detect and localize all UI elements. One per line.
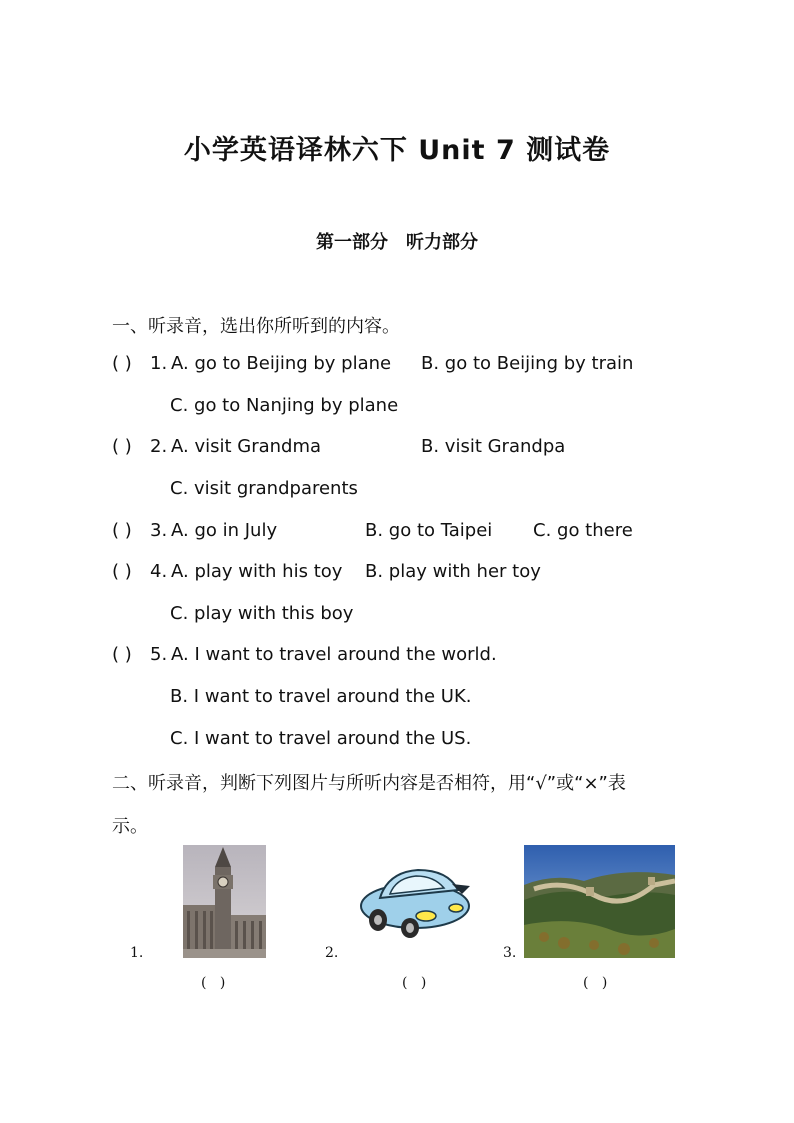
answer-bracket[interactable]: ( ) — [112, 644, 132, 665]
option-c: C. go to Nanjing by plane — [170, 395, 399, 416]
question-number: 1. — [150, 353, 168, 374]
option-a: A. play with his toy — [171, 561, 343, 582]
answer-bracket[interactable]: ( ) — [583, 975, 608, 991]
answer-bracket[interactable]: ( ) — [402, 975, 427, 991]
page-title: 小学英语译林六下 Unit 7 测试卷 — [183, 135, 611, 166]
question-number: 5. — [150, 644, 168, 665]
answer-bracket[interactable]: ( ) — [112, 520, 132, 541]
answer-bracket[interactable]: ( ) — [112, 353, 132, 374]
question-number: 2. — [150, 436, 168, 457]
big-ben-photo — [183, 845, 266, 958]
question-number: 4. — [150, 561, 168, 582]
option-b: B. go to Beijing by train — [421, 353, 634, 374]
option-a: A. go to Beijing by plane — [171, 353, 392, 374]
option-a: A. visit Grandma — [171, 436, 322, 457]
picture-number: 3. — [503, 945, 517, 961]
option-a: A. go in July — [171, 520, 278, 541]
picture-number: 1. — [130, 945, 144, 961]
answer-bracket[interactable]: ( ) — [201, 975, 226, 991]
option-b: B. go to Taipei — [365, 520, 493, 541]
section1-heading: 一、听录音，选出你所听到的内容。 — [112, 316, 400, 337]
car-cartoon — [358, 860, 473, 940]
section2-heading-cont: 示。 — [112, 816, 148, 837]
question-number: 3. — [150, 520, 168, 541]
option-c: C. I want to travel around the US. — [170, 728, 472, 749]
section2-heading: 二、听录音，判断下列图片与所听内容是否相符，用“√”或“×”表 — [112, 773, 626, 794]
option-b: B. I want to travel around the UK. — [170, 686, 472, 707]
picture-number: 2. — [325, 945, 339, 961]
option-c: C. visit grandparents — [170, 478, 358, 499]
option-a: A. I want to travel around the world. — [171, 644, 497, 665]
answer-bracket[interactable]: ( ) — [112, 436, 132, 457]
section-subtitle: 第一部分 听力部分 — [316, 232, 478, 253]
answer-bracket[interactable]: ( ) — [112, 561, 132, 582]
great-wall-photo — [524, 845, 675, 958]
option-b: B. visit Grandpa — [421, 436, 566, 457]
option-b: B. play with her toy — [365, 561, 541, 582]
option-c: C. go there — [533, 520, 633, 541]
option-c: C. play with this boy — [170, 603, 354, 624]
